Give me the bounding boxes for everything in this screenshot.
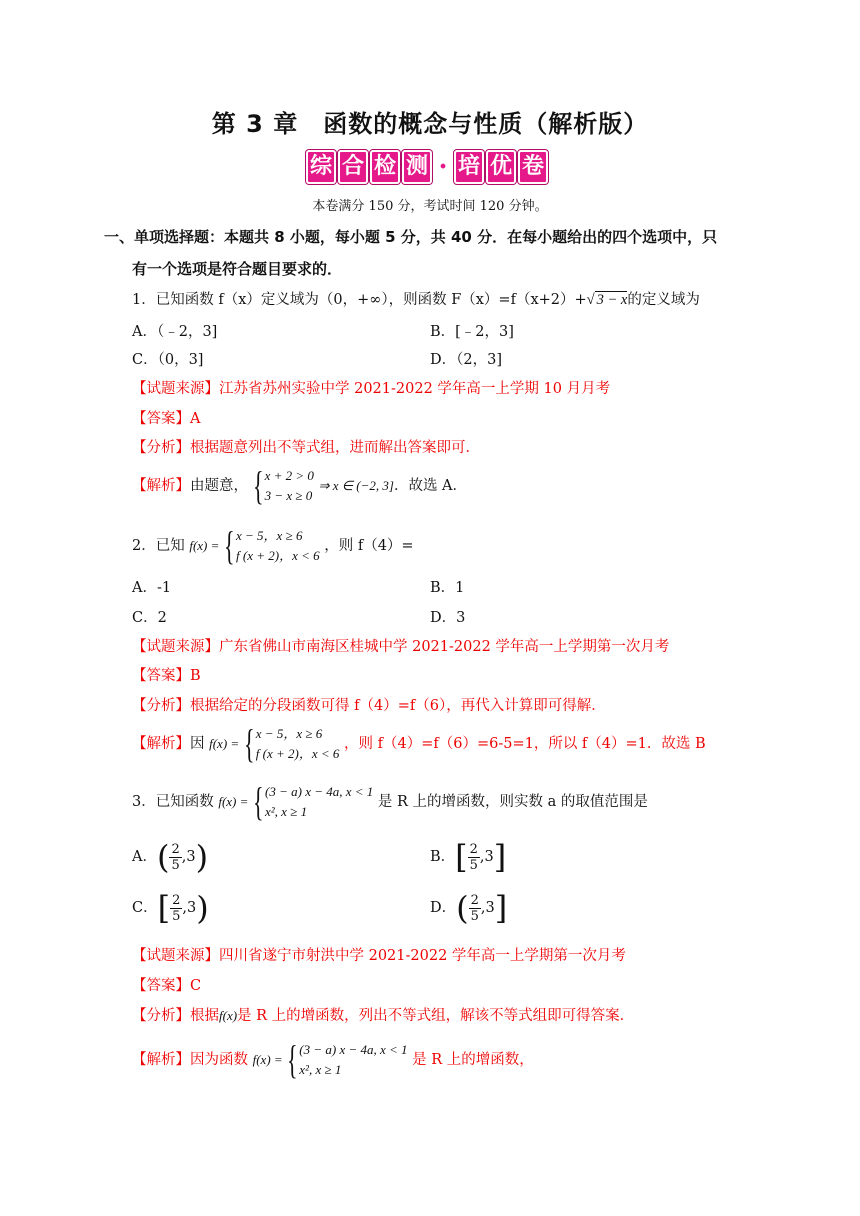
q1-sqrt: 3 − x bbox=[596, 292, 628, 308]
q2-solution bbox=[132, 721, 706, 766]
solution-text-a: 因 bbox=[190, 736, 205, 752]
left-bracket-icon: [ bbox=[455, 838, 468, 876]
section-heading-cont: 有一个选项是符合题目要求的． bbox=[132, 260, 343, 278]
sqrt-icon: √ bbox=[586, 292, 595, 308]
q2-option-d: D．3 bbox=[430, 610, 466, 626]
q2-solution-piecewise bbox=[243, 721, 340, 766]
q1-inequality-system bbox=[252, 463, 314, 508]
q2-solution-fx: f(x) = bbox=[209, 736, 240, 751]
banner-dot: · bbox=[438, 152, 448, 182]
denominator: 5 bbox=[172, 908, 181, 924]
solution-text-b: ，则 f（4）=f（6）=6-5=1，所以 f（4）=1．故选 B bbox=[344, 736, 706, 752]
brace-icon: { bbox=[253, 779, 264, 824]
subtitle: 本卷满分 150 分，考试时间 120 分钟。 bbox=[312, 199, 548, 214]
banner-char: 合 bbox=[338, 150, 368, 184]
denominator: 5 bbox=[470, 908, 479, 924]
q3-analysis bbox=[132, 1004, 634, 1025]
answer-value: A bbox=[190, 411, 201, 427]
q3-piecewise bbox=[253, 779, 374, 824]
q1-option-d: D．（2，3] bbox=[430, 352, 502, 368]
q2-source bbox=[132, 635, 669, 656]
banner-char: 培 bbox=[454, 150, 484, 184]
q2-stem bbox=[132, 523, 414, 568]
q2-fx: f(x) = bbox=[189, 538, 220, 553]
q3-stem-a: 3．已知函数 bbox=[132, 794, 214, 810]
q2-piecewise bbox=[224, 523, 320, 568]
source-text: 广东省佛山市南海区桂城中学 2021-2022 学年高一上学期第一次月考 bbox=[219, 639, 670, 655]
answer-label: 【答案】 bbox=[132, 668, 190, 684]
sys-line-2: 3 − x ≥ 0 bbox=[264, 488, 313, 503]
q3-solution-fx: f(x) = bbox=[252, 1052, 283, 1067]
right-paren-icon: ) bbox=[196, 889, 209, 927]
solution-text-b: 是 R 上的增函数， bbox=[412, 1052, 534, 1068]
q1-source bbox=[132, 377, 610, 398]
analysis-text-a: 根据 bbox=[190, 1008, 219, 1024]
option-label: A． bbox=[132, 849, 157, 865]
option-label: C． bbox=[132, 900, 158, 916]
q3-stem bbox=[132, 779, 648, 824]
analysis-fx: f(x) bbox=[219, 1008, 238, 1023]
source-label: 【试题来源】 bbox=[132, 948, 219, 964]
brace-icon: { bbox=[252, 463, 264, 508]
q1-answer bbox=[132, 407, 200, 428]
q3-fx: f(x) = bbox=[218, 794, 249, 809]
q1-option-c: C．（0，3] bbox=[132, 352, 204, 368]
case-2: f (x + 2)，x < 6 bbox=[255, 746, 340, 761]
left-paren-icon: ( bbox=[156, 838, 170, 876]
q2-stem-a: 2．已知 bbox=[132, 538, 185, 554]
right-bracket-icon: ] bbox=[493, 838, 507, 876]
fraction bbox=[468, 842, 480, 873]
upper-bound: ,3 bbox=[479, 849, 494, 865]
numerator: 2 bbox=[469, 841, 478, 857]
fraction bbox=[170, 893, 182, 924]
fraction bbox=[169, 842, 181, 873]
solution-label: 【解析】 bbox=[132, 1052, 190, 1068]
option-label: B． bbox=[430, 849, 456, 865]
case-2: x², x ≥ 1 bbox=[265, 804, 308, 819]
analysis-label: 【分析】 bbox=[132, 1008, 190, 1024]
solution-text-c: ．故选 A． bbox=[393, 478, 468, 494]
solution-text-a: 因为函数 bbox=[190, 1052, 248, 1068]
q3-solution bbox=[132, 1037, 534, 1082]
banner-char: 测 bbox=[402, 150, 432, 184]
analysis-label: 【分析】 bbox=[132, 698, 190, 714]
numerator: 2 bbox=[171, 841, 180, 857]
solution-result: ⇒ x ∈ (−2, 3] bbox=[318, 478, 394, 493]
banner bbox=[306, 150, 548, 186]
source-text: 四川省遂宁市射洪中学 2021-2022 学年高一上学期第一次月考 bbox=[219, 948, 626, 964]
banner-char: 优 bbox=[486, 150, 516, 184]
q3-stem-b: 是 R 上的增函数，则实数 a 的取值范围是 bbox=[377, 794, 648, 810]
upper-bound: ,3 bbox=[480, 900, 495, 916]
analysis-label: 【分析】 bbox=[132, 440, 190, 456]
sys-line-1: x + 2 > 0 bbox=[264, 468, 314, 483]
answer-label: 【答案】 bbox=[132, 978, 190, 994]
upper-bound: ,3 bbox=[182, 900, 197, 916]
left-bracket-icon: [ bbox=[157, 889, 171, 927]
solution-text-a: 由题意， bbox=[190, 478, 248, 494]
q1-analysis bbox=[132, 436, 480, 457]
numerator: 2 bbox=[172, 892, 181, 908]
right-paren-icon: ) bbox=[195, 838, 209, 876]
q2-option-a: A．-1 bbox=[132, 580, 172, 596]
q2-stem-b: ，则 f（4）= bbox=[324, 538, 414, 554]
denominator: 5 bbox=[171, 857, 180, 873]
right-bracket-icon: ] bbox=[494, 889, 508, 927]
q3-option-c bbox=[132, 889, 209, 927]
q2-answer bbox=[132, 664, 201, 685]
left-paren-icon: ( bbox=[456, 889, 469, 927]
case-2: x², x ≥ 1 bbox=[299, 1062, 342, 1077]
q2-analysis bbox=[132, 694, 606, 715]
source-label: 【试题来源】 bbox=[132, 639, 219, 655]
brace-icon: { bbox=[287, 1037, 298, 1082]
answer-value: C bbox=[190, 978, 202, 994]
denominator: 5 bbox=[469, 857, 478, 873]
brace-icon: { bbox=[224, 523, 235, 568]
case-1: (3 − a) x − 4a, x < 1 bbox=[299, 1042, 408, 1057]
case-1: x − 5，x ≥ 6 bbox=[236, 528, 303, 543]
q3-option-b bbox=[430, 838, 506, 876]
q3-source bbox=[132, 944, 626, 965]
q2-option-c: C．2 bbox=[132, 610, 167, 626]
banner-char: 检 bbox=[370, 150, 400, 184]
page-title: 第 3 章 函数的概念与性质（解析版） bbox=[211, 110, 649, 138]
fraction bbox=[469, 893, 481, 924]
numerator: 2 bbox=[470, 892, 479, 908]
case-1: x − 5，x ≥ 6 bbox=[255, 726, 323, 741]
upper-bound: ,3 bbox=[181, 849, 196, 865]
q1-option-b: B．[﹣2，3] bbox=[430, 324, 514, 340]
source-label: 【试题来源】 bbox=[132, 381, 219, 397]
answer-value: B bbox=[190, 668, 201, 684]
q1-stem-a: 1．已知函数 f（x）定义域为（0，+∞），则函数 F（x）=f（x+2）+ bbox=[132, 292, 587, 308]
analysis-text-b: 是 R 上的增函数，列出不等式组，解该不等式组即可得答案． bbox=[237, 1008, 635, 1024]
brace-icon: { bbox=[243, 721, 255, 766]
q1-stem-b: 的定义域为 bbox=[627, 292, 700, 308]
solution-label: 【解析】 bbox=[132, 736, 190, 752]
q2-option-b: B．1 bbox=[430, 580, 465, 596]
q3-answer bbox=[132, 974, 201, 995]
section-heading: 一、单项选择题：本题共 8 小题，每小题 5 分，共 40 分．在每小题给出的四个选项中，只 bbox=[104, 228, 718, 246]
case-2: f (x + 2)，x < 6 bbox=[236, 548, 320, 563]
q3-option-a bbox=[132, 838, 208, 876]
q1-solution bbox=[132, 463, 468, 508]
analysis-text: 根据给定的分段函数可得 f（4）=f（6），再代入计算即可得解． bbox=[190, 698, 606, 714]
analysis-text: 根据题意列出不等式组，进而解出答案即可． bbox=[190, 440, 480, 456]
q3-solution-piecewise bbox=[287, 1037, 408, 1082]
case-1: (3 − a) x − 4a, x < 1 bbox=[265, 784, 374, 799]
banner-char: 卷 bbox=[518, 150, 548, 184]
source-text: 江苏省苏州实验中学 2021-2022 学年高一上学期 10 月月考 bbox=[219, 381, 611, 397]
solution-label: 【解析】 bbox=[132, 478, 190, 494]
q1-stem bbox=[132, 288, 700, 309]
q3-option-d bbox=[430, 889, 507, 927]
q1-option-a: A．（﹣2，3] bbox=[132, 324, 218, 340]
option-label: D． bbox=[430, 900, 457, 916]
answer-label: 【答案】 bbox=[132, 411, 190, 427]
banner-char: 综 bbox=[306, 150, 336, 184]
